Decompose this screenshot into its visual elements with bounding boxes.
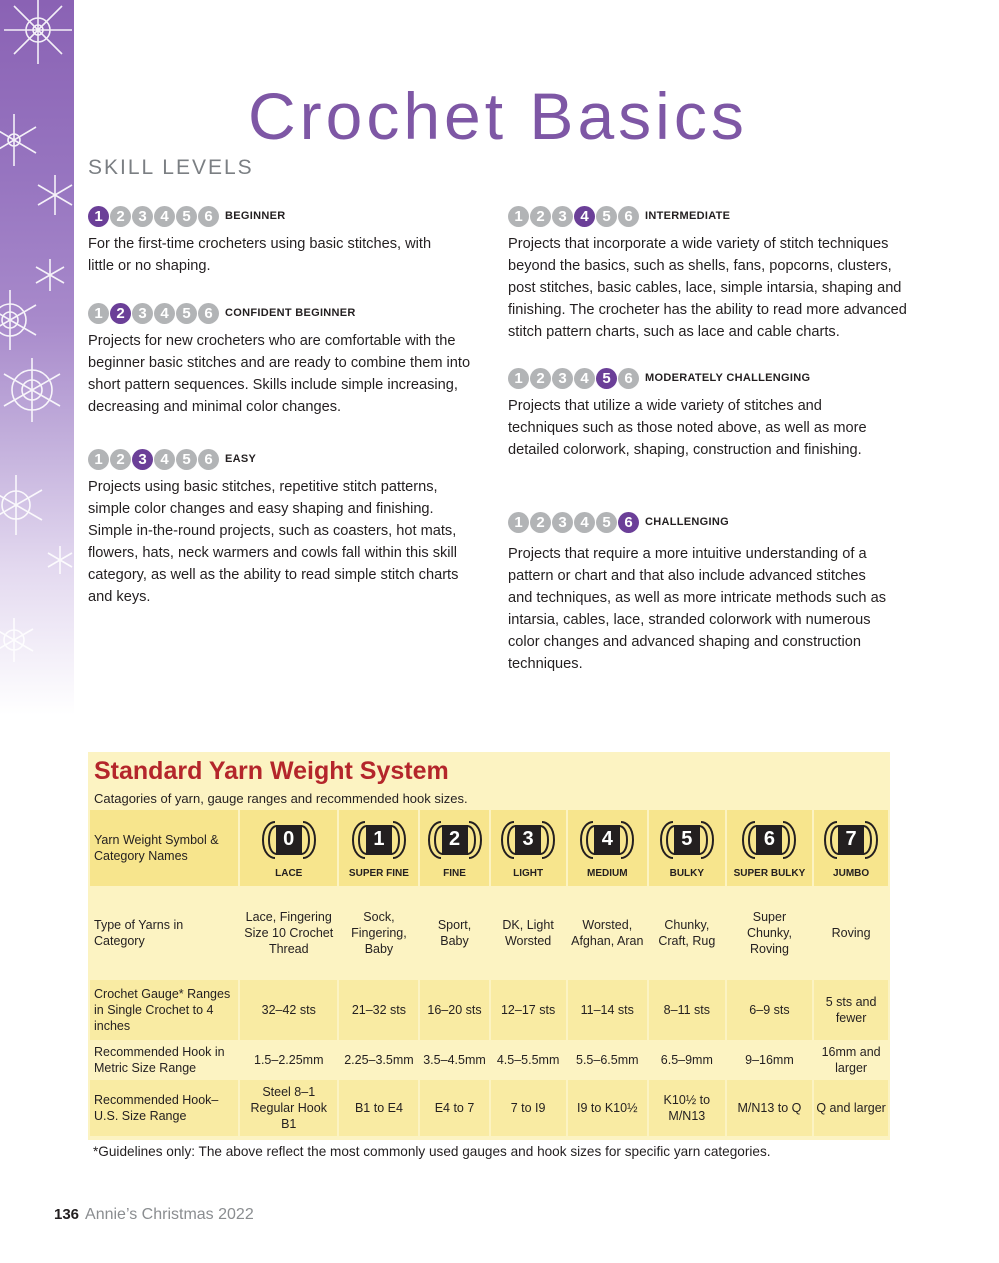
yarn-symbol-cell <box>814 810 888 886</box>
table-cell: E4 to 7 <box>420 1080 488 1136</box>
level-rating <box>508 512 639 533</box>
level-circle: 5 <box>596 206 617 227</box>
level-circle: 1 <box>508 512 529 533</box>
level-name: EASY <box>225 453 257 465</box>
table-row <box>90 1080 888 1136</box>
yarn-weight-number: 5 <box>681 828 693 850</box>
table-cell: Super Chunky, Roving <box>727 886 813 980</box>
table-cell: Roving <box>814 886 888 980</box>
level-circle: 3 <box>552 206 573 227</box>
page-title: Crochet Basics <box>248 79 748 153</box>
yarn-symbol-cell <box>339 810 418 886</box>
table-cell: 11–14 sts <box>568 980 647 1040</box>
table-cell: Sock, Fingering, Baby <box>339 886 418 980</box>
yarn-category-name: LACE <box>275 868 303 879</box>
level-circle: 3 <box>552 512 573 533</box>
level-circle: 6 <box>198 206 219 227</box>
table-cell: 5.5–6.5mm <box>568 1040 647 1080</box>
table-cell: 7 to I9 <box>491 1080 566 1136</box>
level-circle: 4 <box>154 206 175 227</box>
yarn-category-name: LIGHT <box>513 868 544 879</box>
yarn-symbol-cell <box>240 810 337 886</box>
level-name: CHALLENGING <box>645 516 729 528</box>
skill-level-easy <box>88 448 478 608</box>
row-header: Type of Yarns in Category <box>90 886 238 980</box>
yarn-category-name: SUPER BULKY <box>733 868 806 879</box>
skill-level-confident-beginner <box>88 302 480 418</box>
yarn-weight-number: 7 <box>845 828 857 850</box>
level-description: Projects that require a more intuitive understanding of a pattern or chart and that also include advanced stitches and techniques, as well as more intricate methods such as intarsia, cables, lace, stranded colorwork with numerous color changes and advanced shaping and construction techniques. <box>508 546 887 672</box>
level-description: Projects for new crocheters who are comfortable with the beginner basic stitches and are ready to combine them into short pattern sequences. Skills include simple increasing, decreasing and minimal color changes. <box>88 333 471 415</box>
level-rating <box>508 368 639 389</box>
table-cell: Steel 8–1 Regular Hook B1 <box>240 1080 337 1136</box>
yarn-symbol-cell <box>727 810 813 886</box>
level-name: BEGINNER <box>225 210 286 222</box>
level-circle: 2 <box>110 449 131 470</box>
table-cell: 9–16mm <box>727 1040 813 1080</box>
table-cell: 32–42 sts <box>240 980 337 1040</box>
row-header: Recommended Hook–U.S. Size Range <box>90 1080 238 1136</box>
level-description: For the first-time crocheters using basic stitches, with little or no shaping. <box>88 236 432 274</box>
yarn-category-name: JUMBO <box>833 868 870 879</box>
publication-name: Annie’s Christmas 2022 <box>85 1206 254 1223</box>
table-row <box>90 886 888 980</box>
row-header: Yarn Weight Symbol & Category Names <box>90 810 238 886</box>
yarn-weight-number: 1 <box>373 828 385 850</box>
table-cell: 6.5–9mm <box>649 1040 725 1080</box>
level-circle: 1 <box>88 303 109 324</box>
level-circle: 4 <box>574 368 595 389</box>
level-circle: 5 <box>176 449 197 470</box>
skill-level-intermediate <box>508 205 908 343</box>
table-cell: 16mm and larger <box>814 1040 888 1080</box>
level-circle: 1 <box>508 368 529 389</box>
level-circle: 3 <box>132 303 153 324</box>
yarn-weight-number: 6 <box>763 828 776 850</box>
yarn-category-name: FINE <box>443 868 466 879</box>
table-cell: K10½ to M/N13 <box>649 1080 725 1136</box>
table-cell: 4.5–5.5mm <box>491 1040 566 1080</box>
row-header: Crochet Gauge* Ranges in Single Crochet to 4 inches <box>90 980 238 1040</box>
yarn-weight-number: 2 <box>448 828 461 850</box>
yarn-weight-table <box>88 810 890 1136</box>
table-cell: 8–11 sts <box>649 980 725 1040</box>
table-row <box>90 810 888 886</box>
yarn-weight-number: 4 <box>601 828 613 850</box>
snowflake-icon <box>0 0 74 715</box>
page-number: 136 <box>54 1206 80 1223</box>
yarn-category-name: BULKY <box>669 868 705 879</box>
level-circle: 2 <box>110 206 131 227</box>
level-name: CONFIDENT BEGINNER <box>225 307 356 319</box>
level-circle: 6 <box>198 303 219 324</box>
level-circle: 1 <box>88 449 109 470</box>
level-name: INTERMEDIATE <box>645 210 731 222</box>
table-row <box>90 1040 888 1080</box>
table-cell: 21–32 sts <box>339 980 418 1040</box>
level-circle: 2 <box>530 206 551 227</box>
level-description: Projects using basic stitches, repetitive stitch patterns, simple color changes and easy shaping and finishing. Simple in-the-round projects, such as coasters, hot mats, flowers, hats, neck warmers and cowls fall within this skill category, as well as the ability to read simple stitch charts and keys. <box>88 479 459 605</box>
table-row <box>90 980 888 1040</box>
level-rating <box>88 449 219 470</box>
yarn-weight-number: 3 <box>522 828 534 850</box>
table-cell: B1 to E4 <box>339 1080 418 1136</box>
yarn-symbol-cell <box>649 810 725 886</box>
yarn-table-title: Standard Yarn Weight System <box>94 757 449 785</box>
table-cell: 2.25–3.5mm <box>339 1040 418 1080</box>
page-folio <box>54 1206 254 1224</box>
level-name: MODERATELY CHALLENGING <box>645 372 811 384</box>
table-cell: 6–9 sts <box>727 980 813 1040</box>
level-circle: 2 <box>530 368 551 389</box>
level-circle: 2 <box>110 303 131 324</box>
yarn-table-subtitle: Catagories of yarn, gauge ranges and recommended hook sizes. <box>94 791 468 806</box>
yarn-symbol-cell <box>568 810 647 886</box>
row-header: Recommended Hook in Metric Size Range <box>90 1040 238 1080</box>
table-cell: Worsted, Afghan, Aran <box>568 886 647 980</box>
level-circle: 4 <box>154 303 175 324</box>
table-cell: I9 to K10½ <box>568 1080 647 1136</box>
level-circle: 1 <box>508 206 529 227</box>
level-circle: 5 <box>176 206 197 227</box>
yarn-category-name: MEDIUM <box>586 868 628 879</box>
level-circle: 3 <box>552 368 573 389</box>
table-cell: 5 sts and fewer <box>814 980 888 1040</box>
level-rating <box>88 303 219 324</box>
yarn-weight-table-panel <box>88 752 890 1140</box>
decorative-snowflake-strip <box>0 0 74 715</box>
table-cell: DK, Light Worsted <box>491 886 566 980</box>
table-cell: M/N13 to Q <box>727 1080 813 1136</box>
level-circle: 1 <box>88 206 109 227</box>
skill-level-moderately-challenging <box>508 367 888 461</box>
table-cell: 12–17 sts <box>491 980 566 1040</box>
level-circle: 5 <box>176 303 197 324</box>
table-cell: Lace, Fingering Size 10 Crochet Thread <box>240 886 337 980</box>
skill-levels-heading: SKILL LEVELS <box>88 156 254 179</box>
yarn-weight-number: 0 <box>283 828 295 850</box>
level-circle: 4 <box>574 512 595 533</box>
level-rating <box>508 206 639 227</box>
skill-level-challenging <box>508 511 893 675</box>
level-rating <box>88 206 219 227</box>
level-circle: 4 <box>154 449 175 470</box>
level-circle: 2 <box>530 512 551 533</box>
level-circle: 6 <box>618 368 639 389</box>
table-cell: Q and larger <box>814 1080 888 1136</box>
level-description: Projects that incorporate a wide variety of stitch techniques beyond the basics, such as shells, fans, popcorns, clusters, post stitches, basic cables, lace, simple intarsia, shaping and finishing. The crocheter has the ability to read more advanced stitch pattern charts, such as lace and cable charts. <box>508 236 907 340</box>
yarn-symbol-cell <box>491 810 566 886</box>
level-circle: 3 <box>132 449 153 470</box>
skill-level-beginner <box>88 205 448 277</box>
table-cell: 1.5–2.25mm <box>240 1040 337 1080</box>
level-circle: 6 <box>618 206 639 227</box>
table-cell: Chunky, Craft, Rug <box>649 886 725 980</box>
level-circle: 3 <box>132 206 153 227</box>
table-cell: 3.5–4.5mm <box>420 1040 488 1080</box>
yarn-category-name: SUPER FINE <box>348 868 409 879</box>
level-circle: 5 <box>596 512 617 533</box>
level-circle: 5 <box>596 368 617 389</box>
level-circle: 4 <box>574 206 595 227</box>
level-circle: 6 <box>618 512 639 533</box>
level-description: Projects that utilize a wide variety of stitches and techniques such as those noted above, as well as more detailed colorwork, shaping, construction and finishing. <box>508 398 867 458</box>
table-footnote: *Guidelines only: The above reflect the most commonly used gauges and hook sizes for specific yarn categories. <box>93 1144 771 1159</box>
table-cell: Sport, Baby <box>420 886 488 980</box>
table-cell: 16–20 sts <box>420 980 488 1040</box>
level-circle: 6 <box>198 449 219 470</box>
yarn-symbol-cell <box>420 810 488 886</box>
